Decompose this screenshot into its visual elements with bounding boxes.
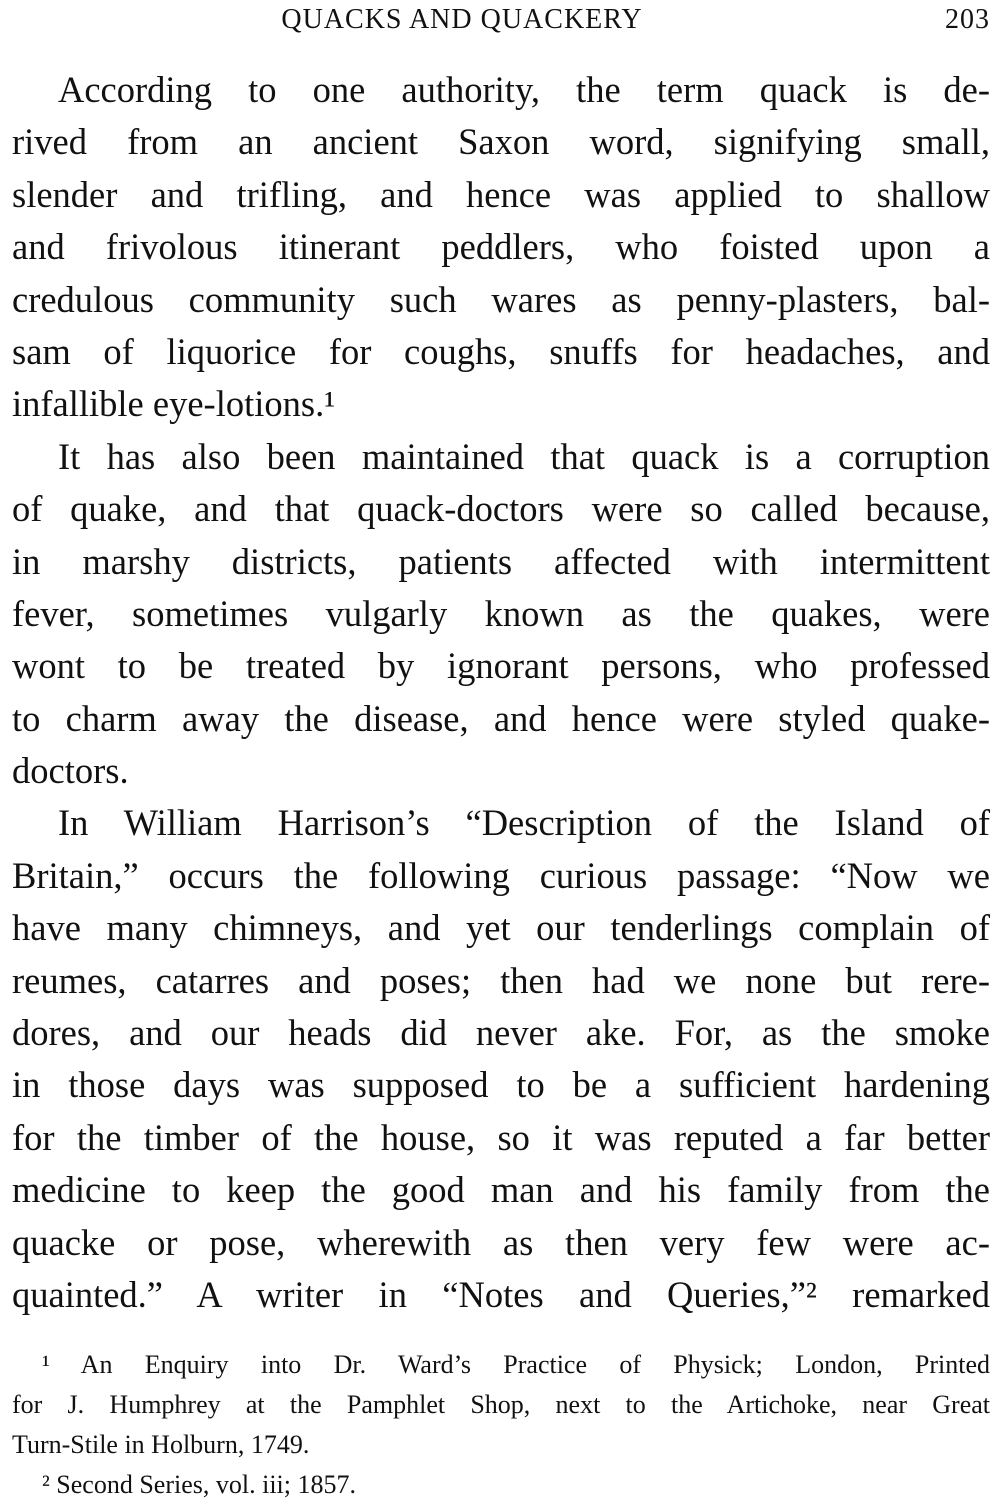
text-line: for the timber of the house, so it was reputed a far better — [12, 1116, 990, 1158]
text-line: in marshy districts, patients affected with intermittent — [12, 540, 990, 582]
text-line: Britain,” occurs the following curious passage: “Now we — [12, 854, 990, 896]
text-line: It has also been maintained that quack is a corruption — [58, 435, 990, 477]
text-line: to charm away the disease, and hence were styled quake- — [12, 697, 990, 739]
book-page — [12, 0, 990, 1512]
footnote-line: ² Second Series, vol. iii; 1857. — [42, 1470, 356, 1499]
text-line: dores, and our heads did never ake. For, as the smoke — [12, 1012, 990, 1054]
page-number: 203 — [945, 4, 990, 35]
text-line: medicine to keep the good man and his family from the — [12, 1169, 990, 1211]
footnotes — [12, 1345, 990, 1505]
text-line: infallible eye-lotions.¹ — [12, 383, 336, 425]
body-text — [12, 64, 990, 1321]
text-line: credulous community such wares as penny-plasters, bal- — [12, 278, 990, 320]
footnote-line: Turn-Stile in Holburn, 1749. — [12, 1430, 310, 1459]
text-line: reumes, catarres and poses; then had we none but rere- — [12, 959, 990, 1001]
text-line: According to one authority, the term quack is de- — [58, 69, 990, 110]
text-line: have many chimneys, and yet our tenderlings complain of — [12, 907, 990, 949]
text-line: in those days was supposed to be a sufficient hardening — [12, 1064, 990, 1106]
text-line: rived from an ancient Saxon word, signifying small, — [12, 121, 990, 163]
text-line: and frivolous itinerant peddlers, who foisted upon a — [12, 226, 990, 268]
text-line: sam of liquorice for coughs, snuffs for headaches, and — [12, 330, 990, 372]
text-line: quacke or pose, wherewith as then very few were ac- — [12, 1221, 990, 1263]
running-title: QUACKS AND QUACKERY — [281, 4, 643, 35]
running-head — [12, 4, 990, 44]
text-line: wont to be treated by ignorant persons, who professed — [12, 645, 990, 687]
footnote-line: ¹ An Enquiry into Dr. Ward’s Practice of Physick; London, Printed — [42, 1350, 990, 1379]
text-line: fever, sometimes vulgarly known as the quakes, were — [12, 592, 990, 634]
footnote-line: for J. Humphrey at the Pamphlet Shop, next to the Artichoke, near Great — [12, 1390, 990, 1419]
text-line: slender and trifling, and hence was applied to shallow — [12, 173, 990, 215]
text-line: doctors. — [12, 750, 129, 792]
text-line: In William Harrison’s “Description of the Island of — [58, 802, 990, 844]
text-line: quainted.” A writer in “Notes and Queries,”² remarked — [12, 1273, 990, 1315]
text-line: of quake, and that quack-doctors were so called because, — [12, 488, 990, 530]
